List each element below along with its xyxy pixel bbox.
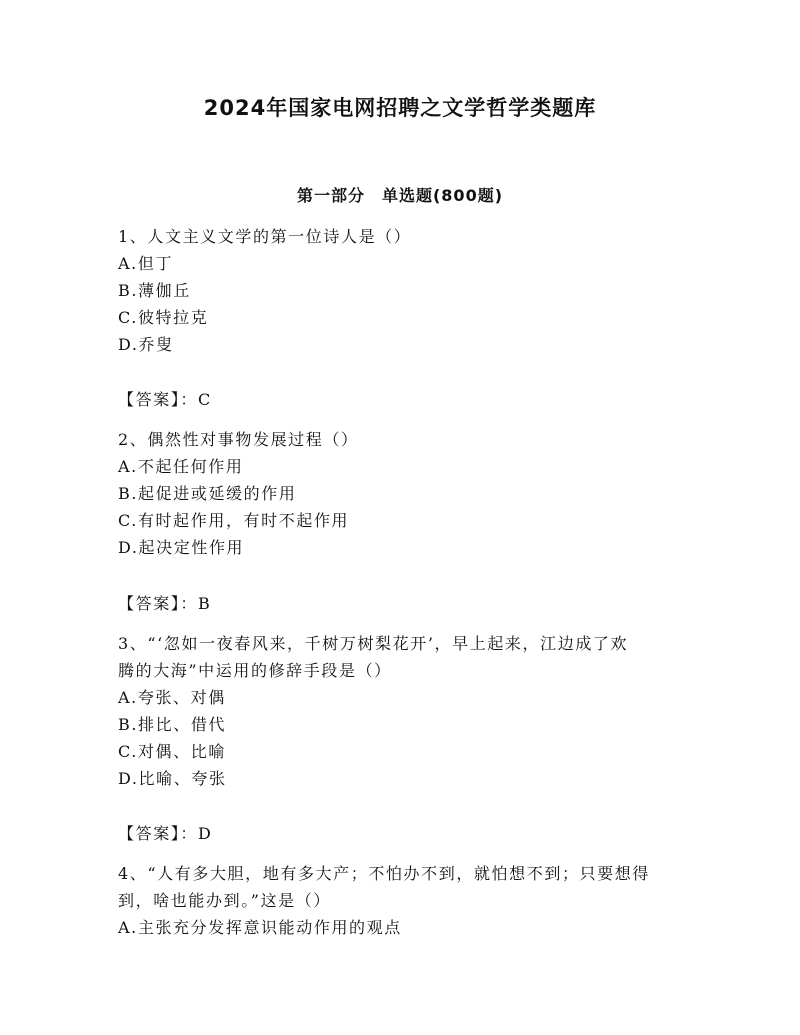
question-1-answer: 【答案】：C — [118, 390, 212, 409]
question-2-answer: 【答案】：B — [118, 594, 212, 613]
question-3-option-b: B.排比、借代 — [118, 715, 227, 734]
question-1-stem: 1、人文主义文学的第一位诗人是（） — [118, 227, 412, 246]
question-2-option-d: D.起决定性作用 — [118, 538, 245, 557]
document-title: 2024年国家电网招聘之文学哲学类题库 — [203, 96, 597, 120]
question-2-option-a: A.不起任何作用 — [118, 457, 244, 476]
section-heading: 第一部分 单选题(800题) — [296, 186, 504, 205]
question-3-stem-line-2: 腾的大海”中运用的修辞手段是（） — [118, 661, 392, 680]
question-4-stem-line-1: 4、“人有多大胆，地有多大产；不怕办不到，就怕想不到；只要想得 — [118, 864, 650, 883]
question-3-option-a: A.夸张、对偶 — [118, 688, 226, 707]
question-3-option-c: C.对偶、比喻 — [118, 742, 226, 761]
question-1-option-c: C.彼特拉克 — [118, 308, 209, 327]
question-2-stem: 2、偶然性对事物发展过程（） — [118, 430, 359, 449]
question-3-stem-line-1: 3、“‘忽如一夜春风来，千树万树梨花开’，早上起来，江边成了欢 — [118, 634, 629, 653]
question-4-option-a: A.主张充分发挥意识能动作用的观点 — [118, 918, 402, 937]
question-3-answer: 【答案】：D — [118, 824, 213, 843]
question-1-option-b: B.薄伽丘 — [118, 281, 191, 300]
question-1-option-d: D.乔叟 — [118, 335, 174, 354]
question-4-stem-line-2: 到，啥也能办到。”这是（） — [118, 891, 331, 910]
question-1-option-a: A.但丁 — [118, 254, 174, 273]
question-2-option-c: C.有时起作用，有时不起作用 — [118, 511, 350, 530]
question-3-option-d: D.比喻、夸张 — [118, 769, 227, 788]
question-2-option-b: B.起促进或延缓的作用 — [118, 484, 297, 503]
